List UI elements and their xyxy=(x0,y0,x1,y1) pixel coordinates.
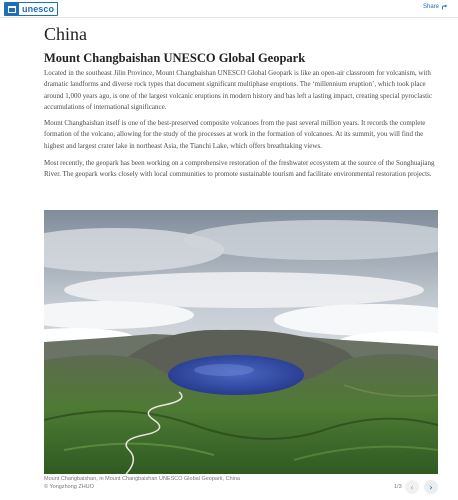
gallery-photo[interactable] xyxy=(44,210,438,474)
page-title: China xyxy=(44,24,87,44)
share-button[interactable] xyxy=(423,4,448,10)
share-label: Share xyxy=(422,4,439,10)
paragraph-intro: Located in the southeast Jilin Province, Mount Changbaishan UNESCO Global Geopark is like an open-air classroom for volcanism, with dramatic landforms and diverse rock types that document significant multiphase eruptions. The ‘millennium eruption’, which took place around 1,000 years ago, is one of the largest volcanic eruptions in modern history and has left a lasting impact, creating special pyroclastic accumulations of international significance. xyxy=(44,69,433,112)
next-button[interactable] xyxy=(424,480,438,494)
photo-credit: © Yongzhong ZHUO xyxy=(44,484,94,490)
gallery-counter: 1/3 xyxy=(394,484,402,490)
chevron-left-icon: ‹ xyxy=(410,482,414,492)
chevron-right-icon: › xyxy=(429,482,433,492)
paragraph-restoration: Most recently, the geopark has been working on a comprehensive restoration of the freshwater ecosystem at the source of the Songhuajiang River. The geopark works closely with local communities to promote sustainable tourism and facilitate environmental restoration projects. xyxy=(44,159,435,179)
temple-icon xyxy=(5,3,19,15)
paragraph-volcano: Mount Changbaishan itself is one of the best-preserved composite volcanoes from the past several million years. It records the complete formation of the volcano, allowing for the study of the processes at work in the formation of volcanoes. At its summit, you will find the highest and largest crater lake in northeast Asia, the Tianchi Lake, which offers breathtaking views. xyxy=(44,119,426,150)
previous-button[interactable] xyxy=(405,480,419,494)
logo-text: unesco xyxy=(22,4,55,14)
photo-caption xyxy=(44,475,240,491)
section-title: Mount Changbaishan UNESCO Global Geopark xyxy=(44,51,306,65)
top-bar xyxy=(0,0,458,18)
share-arrow-icon xyxy=(442,4,448,10)
unesco-logo[interactable] xyxy=(4,2,58,16)
caption-text: Mount Changbaishan, in Mount Changbaishan UNESCO Global Geopark, China xyxy=(44,476,240,482)
